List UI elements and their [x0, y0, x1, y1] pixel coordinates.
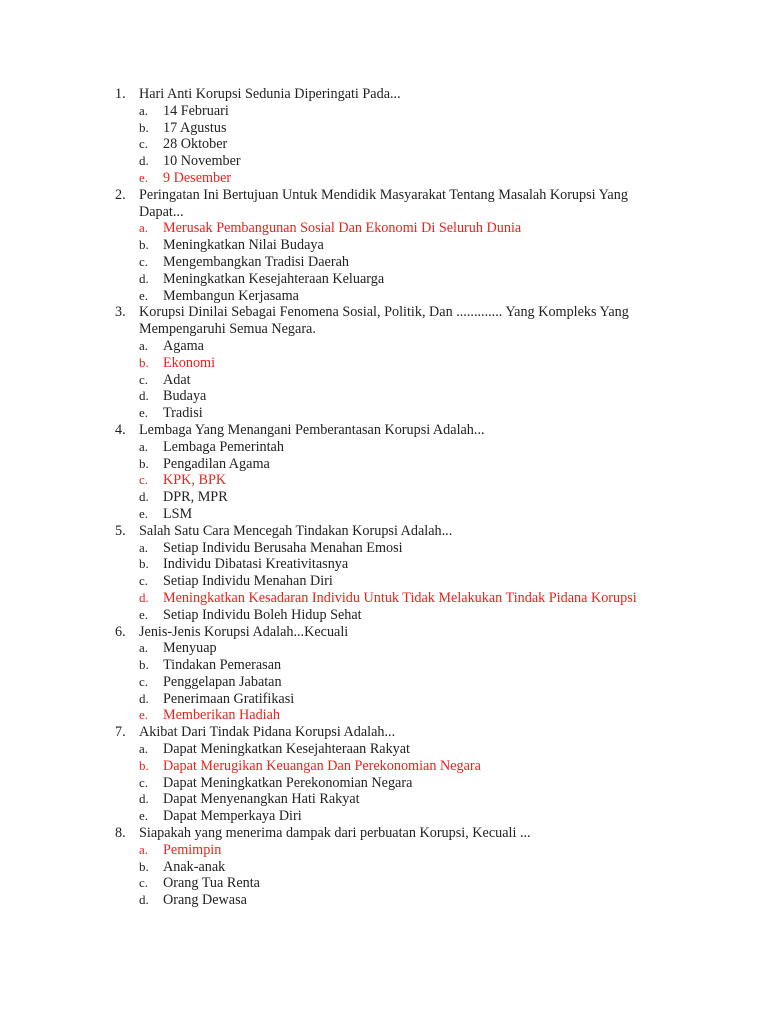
- answer-option: [0, 120, 768, 137]
- answer-option: [0, 775, 768, 792]
- answer-option: [0, 372, 768, 389]
- answer-option: [0, 288, 768, 305]
- option-letter: a.: [139, 841, 149, 857]
- option-text: Merusak Pembangunan Sosial Dan Ekonomi Di Seluruh Dunia: [163, 220, 522, 237]
- answer-option: [0, 237, 768, 254]
- answer-option: [0, 540, 768, 557]
- question-item: [0, 523, 768, 540]
- answer-option: [0, 859, 768, 876]
- option-text: Dapat Merugikan Keuangan Dan Perekonomian Negara: [163, 757, 481, 774]
- option-letter: b.: [139, 858, 149, 874]
- option-letter: e.: [139, 606, 149, 622]
- answer-option-correct: [0, 758, 768, 775]
- question-text: Jenis-Jenis Korupsi Adalah...Kecuali: [139, 623, 349, 640]
- question-item: [0, 624, 768, 641]
- question-number: 6.: [115, 623, 126, 640]
- option-text: Membangun Kerjasama: [163, 287, 299, 304]
- question-number: 7.: [115, 724, 126, 741]
- answer-option: [0, 691, 768, 708]
- answer-option-correct: [0, 220, 768, 237]
- option-text: Setiap Individu Boleh Hidup Sehat: [163, 606, 362, 623]
- option-text: Tradisi: [163, 405, 203, 422]
- option-letter: e.: [139, 808, 149, 824]
- answer-option: [0, 103, 768, 120]
- answer-option-correct: [0, 472, 768, 489]
- option-text: Dapat Memperkaya Diri: [163, 808, 302, 825]
- option-letter: e.: [139, 707, 149, 723]
- option-letter: e.: [139, 505, 149, 521]
- answer-option: [0, 657, 768, 674]
- option-letter: c.: [139, 573, 149, 589]
- answer-option: [0, 456, 768, 473]
- answer-option: [0, 892, 768, 909]
- option-letter: b.: [139, 354, 149, 370]
- answer-option: [0, 254, 768, 271]
- answer-option: [0, 338, 768, 355]
- option-text: 17 Agustus: [163, 119, 227, 136]
- option-letter: d.: [139, 270, 149, 286]
- question-text: Lembaga Yang Menangani Pemberantasan Korupsi Adalah...: [139, 421, 485, 438]
- question-text: Hari Anti Korupsi Sedunia Diperingati Pada...: [139, 86, 401, 102]
- question-item: [0, 825, 768, 842]
- option-text: Penerimaan Gratifikasi: [163, 690, 295, 707]
- option-text: Penggelapan Jabatan: [163, 673, 282, 690]
- question-number: 8.: [115, 825, 126, 842]
- option-text: Meningkatkan Kesadaran Individu Untuk Tidak Melakukan Tindak Pidana Korupsi: [163, 589, 637, 606]
- option-letter: d.: [139, 892, 149, 908]
- option-letter: c.: [139, 472, 149, 488]
- option-text: Orang Dewasa: [163, 892, 247, 909]
- option-text: Pemimpin: [163, 841, 222, 858]
- option-letter: a.: [139, 337, 149, 353]
- option-text: Pengadilan Agama: [163, 455, 270, 472]
- option-text: Tindakan Pemerasan: [163, 657, 282, 674]
- option-text: Lembaga Pemerintah: [163, 438, 284, 455]
- option-text: Memberikan Hadiah: [163, 707, 281, 724]
- option-text: Mengembangkan Tradisi Daerah: [163, 253, 349, 270]
- option-text: Meningkatkan Kesejahteraan Keluarga: [163, 270, 385, 287]
- question-number: 4.: [115, 421, 126, 438]
- answer-option: [0, 573, 768, 590]
- option-text: Orang Tua Renta: [163, 875, 260, 892]
- option-letter: b.: [139, 455, 149, 471]
- question-item: [0, 422, 768, 439]
- answer-option: [0, 153, 768, 170]
- option-letter: d.: [139, 489, 149, 505]
- option-text: Individu Dibatasi Kreativitasnya: [163, 556, 349, 573]
- option-text: Anak-anak: [163, 858, 226, 875]
- question-item: [0, 724, 768, 741]
- option-letter: b.: [139, 119, 149, 135]
- answer-option-correct: [0, 170, 768, 187]
- option-letter: b.: [139, 757, 149, 773]
- option-letter: d.: [139, 589, 149, 605]
- question-item: [0, 304, 768, 338]
- option-letter: c.: [139, 253, 149, 269]
- answer-option-correct: [0, 842, 768, 859]
- answer-option: [0, 506, 768, 523]
- option-text: Dapat Menyenangkan Hati Rakyat: [163, 791, 360, 808]
- question-number: 5.: [115, 522, 126, 539]
- option-text: Adat: [163, 371, 191, 388]
- option-text: LSM: [163, 505, 193, 522]
- option-letter: a.: [139, 102, 149, 118]
- question-item: [0, 86, 768, 103]
- option-letter: a.: [139, 220, 149, 236]
- option-letter: e.: [139, 287, 149, 303]
- option-text: 9 Desember: [163, 169, 232, 186]
- answer-option: [0, 607, 768, 624]
- answer-option-correct: [0, 707, 768, 724]
- option-letter: b.: [139, 237, 149, 253]
- option-letter: c.: [139, 371, 149, 387]
- option-text: Menyuap: [163, 640, 217, 657]
- answer-option: [0, 136, 768, 153]
- question-text: Siapakah yang menerima dampak dari perbuatan Korupsi, Kecuali ...: [139, 825, 531, 842]
- option-letter: e.: [139, 169, 149, 185]
- question-number: 2.: [115, 186, 126, 203]
- question-text: Salah Satu Cara Mencegah Tindakan Korupsi Adalah...: [139, 522, 453, 539]
- option-letter: d.: [139, 791, 149, 807]
- option-text: 28 Oktober: [163, 136, 228, 153]
- answer-option: [0, 271, 768, 288]
- option-text: Meningkatkan Nilai Budaya: [163, 237, 324, 254]
- question-number: 3.: [115, 304, 126, 321]
- question-text: Korupsi Dinilai Sebagai Fenomena Sosial, Politik, Dan ............. Yang Kompleks Yang Mempengaruhi Semua Negara.: [139, 304, 629, 338]
- answer-option: [0, 405, 768, 422]
- answer-option-correct: [0, 590, 768, 607]
- option-text: Ekonomi: [163, 354, 216, 371]
- option-text: Setiap Individu Menahan Diri: [163, 573, 333, 590]
- option-text: Agama: [163, 337, 204, 354]
- answer-option: [0, 674, 768, 691]
- option-letter: a.: [139, 640, 149, 656]
- question-item: [0, 187, 768, 221]
- question-text: Peringatan Ini Bertujuan Untuk Mendidik Masyarakat Tentang Masalah Korupsi Yang Dapat...: [139, 186, 628, 220]
- option-letter: d.: [139, 388, 149, 404]
- option-letter: c.: [139, 136, 149, 152]
- option-letter: b.: [139, 556, 149, 572]
- question-text: Akibat Dari Tindak Pidana Korupsi Adalah...: [139, 724, 396, 741]
- question-number: 1.: [115, 86, 126, 102]
- option-letter: a.: [139, 539, 149, 555]
- option-letter: d.: [139, 153, 149, 169]
- answer-option: [0, 640, 768, 657]
- answer-option: [0, 556, 768, 573]
- answer-option: [0, 791, 768, 808]
- answer-option: [0, 808, 768, 825]
- option-letter: c.: [139, 774, 149, 790]
- option-text: 10 November: [163, 153, 241, 170]
- option-text: Setiap Individu Berusaha Menahan Emosi: [163, 539, 403, 556]
- answer-option: [0, 489, 768, 506]
- answer-option: [0, 388, 768, 405]
- option-text: 14 Februari: [163, 102, 229, 119]
- option-letter: b.: [139, 657, 149, 673]
- answer-option: [0, 875, 768, 892]
- option-text: DPR, MPR: [163, 489, 228, 506]
- option-letter: d.: [139, 690, 149, 706]
- option-letter: a.: [139, 438, 149, 454]
- answer-option: [0, 741, 768, 758]
- option-letter: c.: [139, 673, 149, 689]
- option-letter: e.: [139, 405, 149, 421]
- option-letter: a.: [139, 741, 149, 757]
- option-letter: c.: [139, 875, 149, 891]
- answer-option-correct: [0, 355, 768, 372]
- answer-option: [0, 439, 768, 456]
- option-text: Dapat Meningkatkan Kesejahteraan Rakyat: [163, 741, 410, 758]
- option-text: Dapat Meningkatkan Perekonomian Negara: [163, 774, 413, 791]
- option-text: Budaya: [163, 388, 207, 405]
- quiz-document: [0, 86, 768, 909]
- option-text: KPK, BPK: [163, 472, 227, 489]
